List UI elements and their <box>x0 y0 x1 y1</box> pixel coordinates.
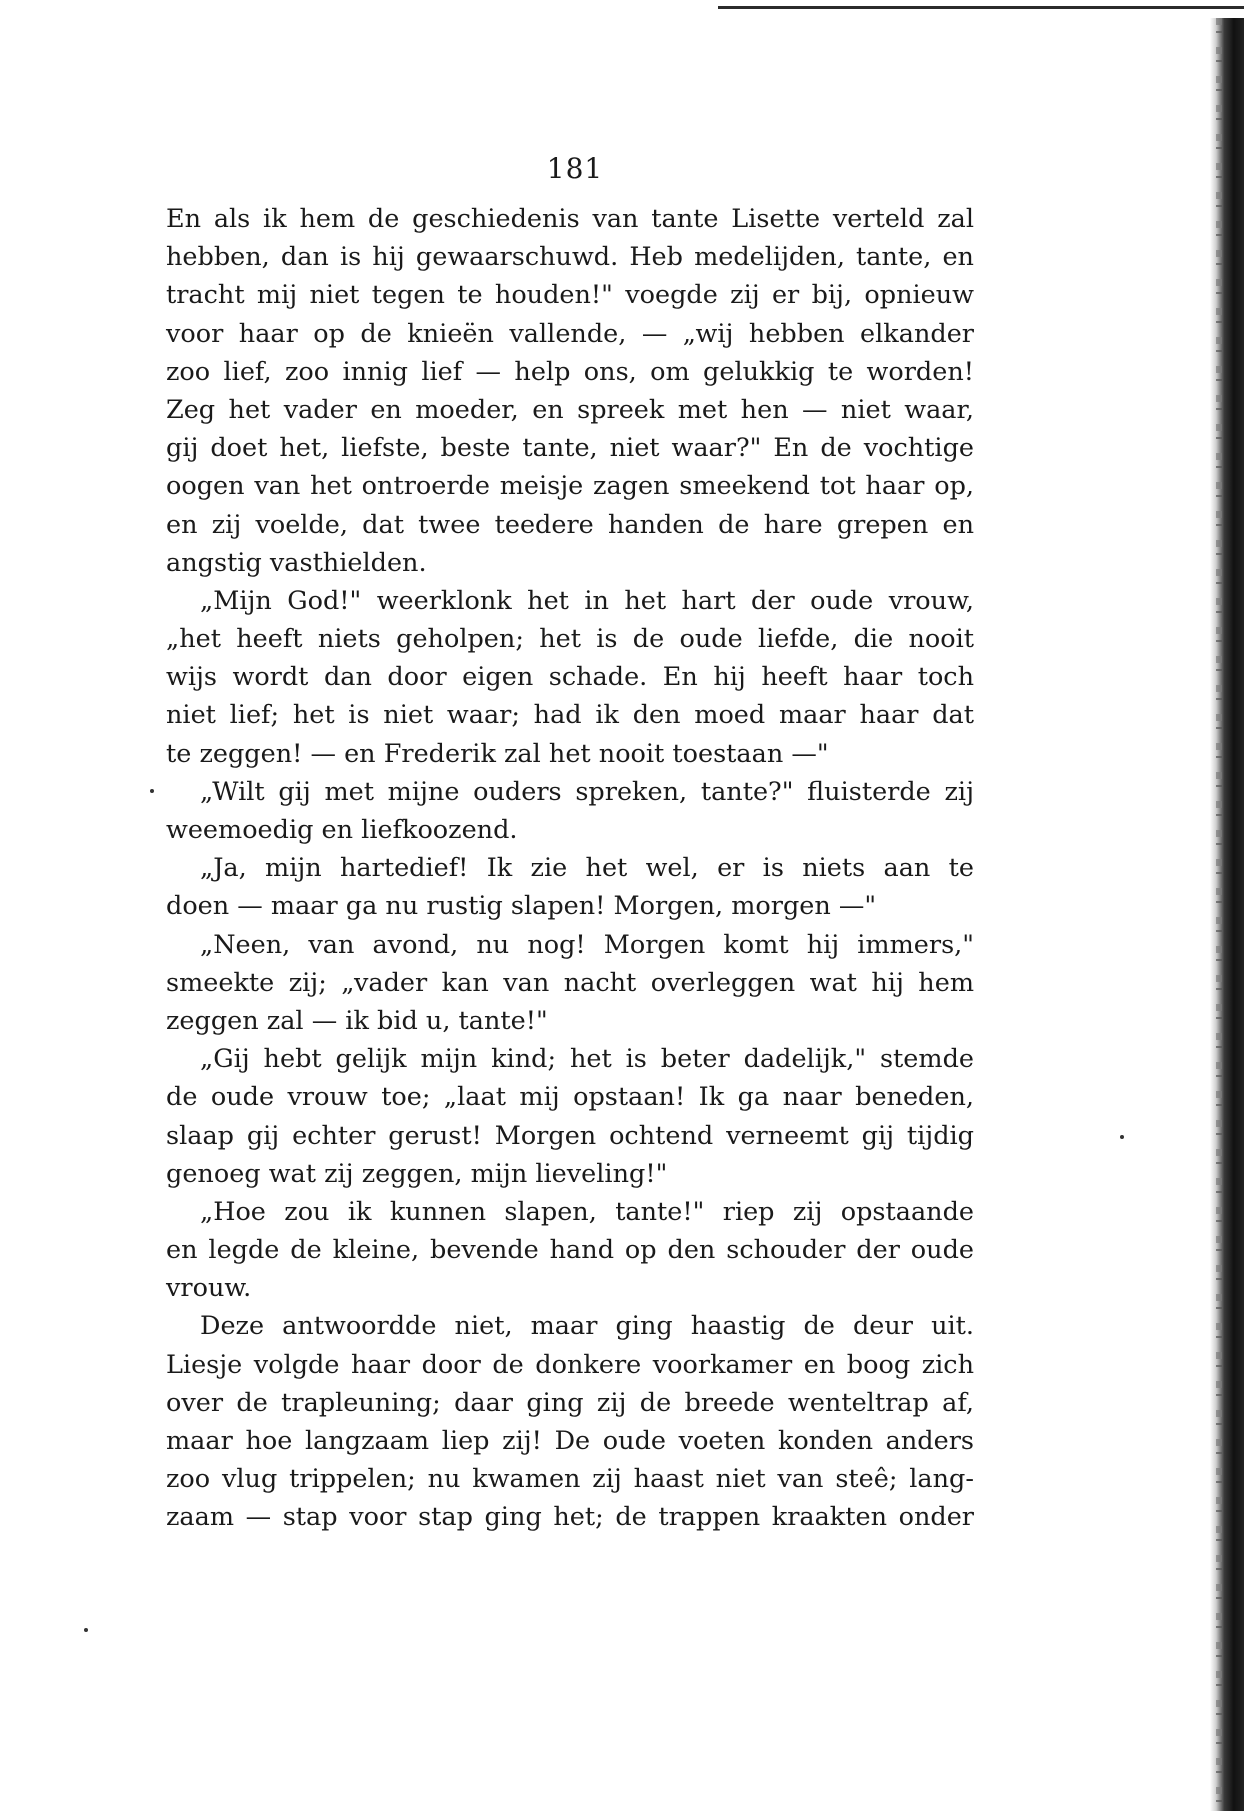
paragraph-start-line: „Gij hebt gelijk mijn kind; het is beter dadelijk," stemde <box>200 1044 974 1075</box>
text-line: wijs wordt dan door eigen schade. En hij heeft haar toch <box>166 662 974 693</box>
top-border-rule <box>718 6 1244 9</box>
text-line: weemoedig en liefkoozend. <box>166 815 518 845</box>
text-line: angstig vasthielden. <box>166 547 427 578</box>
text-line: te zeggen! — en Frederik zal het nooit toestaan —" <box>166 738 829 769</box>
text-line: de oude vrouw toe; „laat mij opstaan! Ik ga naar beneden, <box>166 1082 974 1113</box>
text-line: voor haar op de knieën vallende, — „wij hebben elkander <box>166 318 974 349</box>
text-line: maar hoe langzaam liep zij! De oude voeten konden anders <box>166 1426 974 1456</box>
text-line: zoo vlug trippelen; nu kwamen zij haast niet van steê; lang- <box>166 1464 974 1495</box>
print-speck <box>84 1628 88 1632</box>
text-line: zoo lief, zoo innig lief — help ons, om gelukkig te worden! <box>166 356 974 387</box>
text-line: hebben, dan is hij gewaarschuwd. Heb medelijden, tante, en <box>166 242 974 273</box>
text-line: zaam — stap voor stap ging het; de trappen kraakten onder <box>166 1502 974 1533</box>
paragraph-start-line: „Neen, van avond, nu nog! Morgen komt hij immers," <box>200 929 974 960</box>
text-line: en legde de kleine, bevende hand op den schouder der oude <box>166 1235 974 1266</box>
text-line: niet lief; het is niet waar; had ik den moed maar haar dat <box>166 700 974 731</box>
paragraph-start-line: „Wilt gij met mijne ouders spreken, tante?" fluisterde zij <box>200 776 974 807</box>
text-line: gij doet het, liefste, beste tante, niet waar?" En de vochtige <box>166 433 974 464</box>
text-line: tracht mij niet tegen te houden!" voegde zij er bij, opnieuw <box>166 280 974 311</box>
text-line: vrouw. <box>166 1273 252 1304</box>
text-line: oogen van het ontroerde meisje zagen smeekend tot haar op, <box>166 471 974 502</box>
paragraph-start-line: „Hoe zou ik kunnen slapen, tante!" riep zij opstaande <box>200 1196 974 1227</box>
print-speck <box>150 789 154 793</box>
page-binding-edge <box>1210 18 1244 1811</box>
text-line: Zeg het vader en moeder, en spreek met hen — niet waar, <box>166 394 974 425</box>
text-line: en zij voelde, dat twee teedere handen de hare grepen en <box>166 509 974 540</box>
text-line: Liesje volgde haar door de donkere voorkamer en boog zich <box>166 1349 974 1380</box>
text-line: „het heeft niets geholpen; het is de oude liefde, die nooit <box>166 624 974 655</box>
text-line: over de trapleuning; daar ging zij de breede wenteltrap af, <box>166 1387 974 1418</box>
text-line: zeggen zal — ik bid u, tante!" <box>166 1005 548 1036</box>
text-line: slaap gij echter gerust! Morgen ochtend verneemt gij tijdig <box>166 1120 974 1151</box>
page-number: 181 <box>546 152 604 185</box>
paragraph-start-line: „Ja, mijn hartedief! Ik zie het wel, er is niets aan te <box>200 853 974 884</box>
paragraph-start-line: „Mijn God!" weerklonk het in het hart der oude vrouw, <box>200 585 974 616</box>
text-line: En als ik hem de geschiedenis van tante Lisette verteld zal <box>166 204 974 234</box>
print-speck <box>1120 1135 1124 1139</box>
text-line: doen — maar ga nu rustig slapen! Morgen, morgen —" <box>166 891 877 922</box>
page-text-body <box>166 200 974 1537</box>
text-line: genoeg wat zij zeggen, mijn lieveling!" <box>166 1158 668 1189</box>
paragraph-start-line: Deze antwoordde niet, maar ging haastig de deur uit. <box>200 1311 974 1342</box>
text-line: smeekte zij; „vader kan van nacht overleggen wat hij hem <box>166 967 974 998</box>
